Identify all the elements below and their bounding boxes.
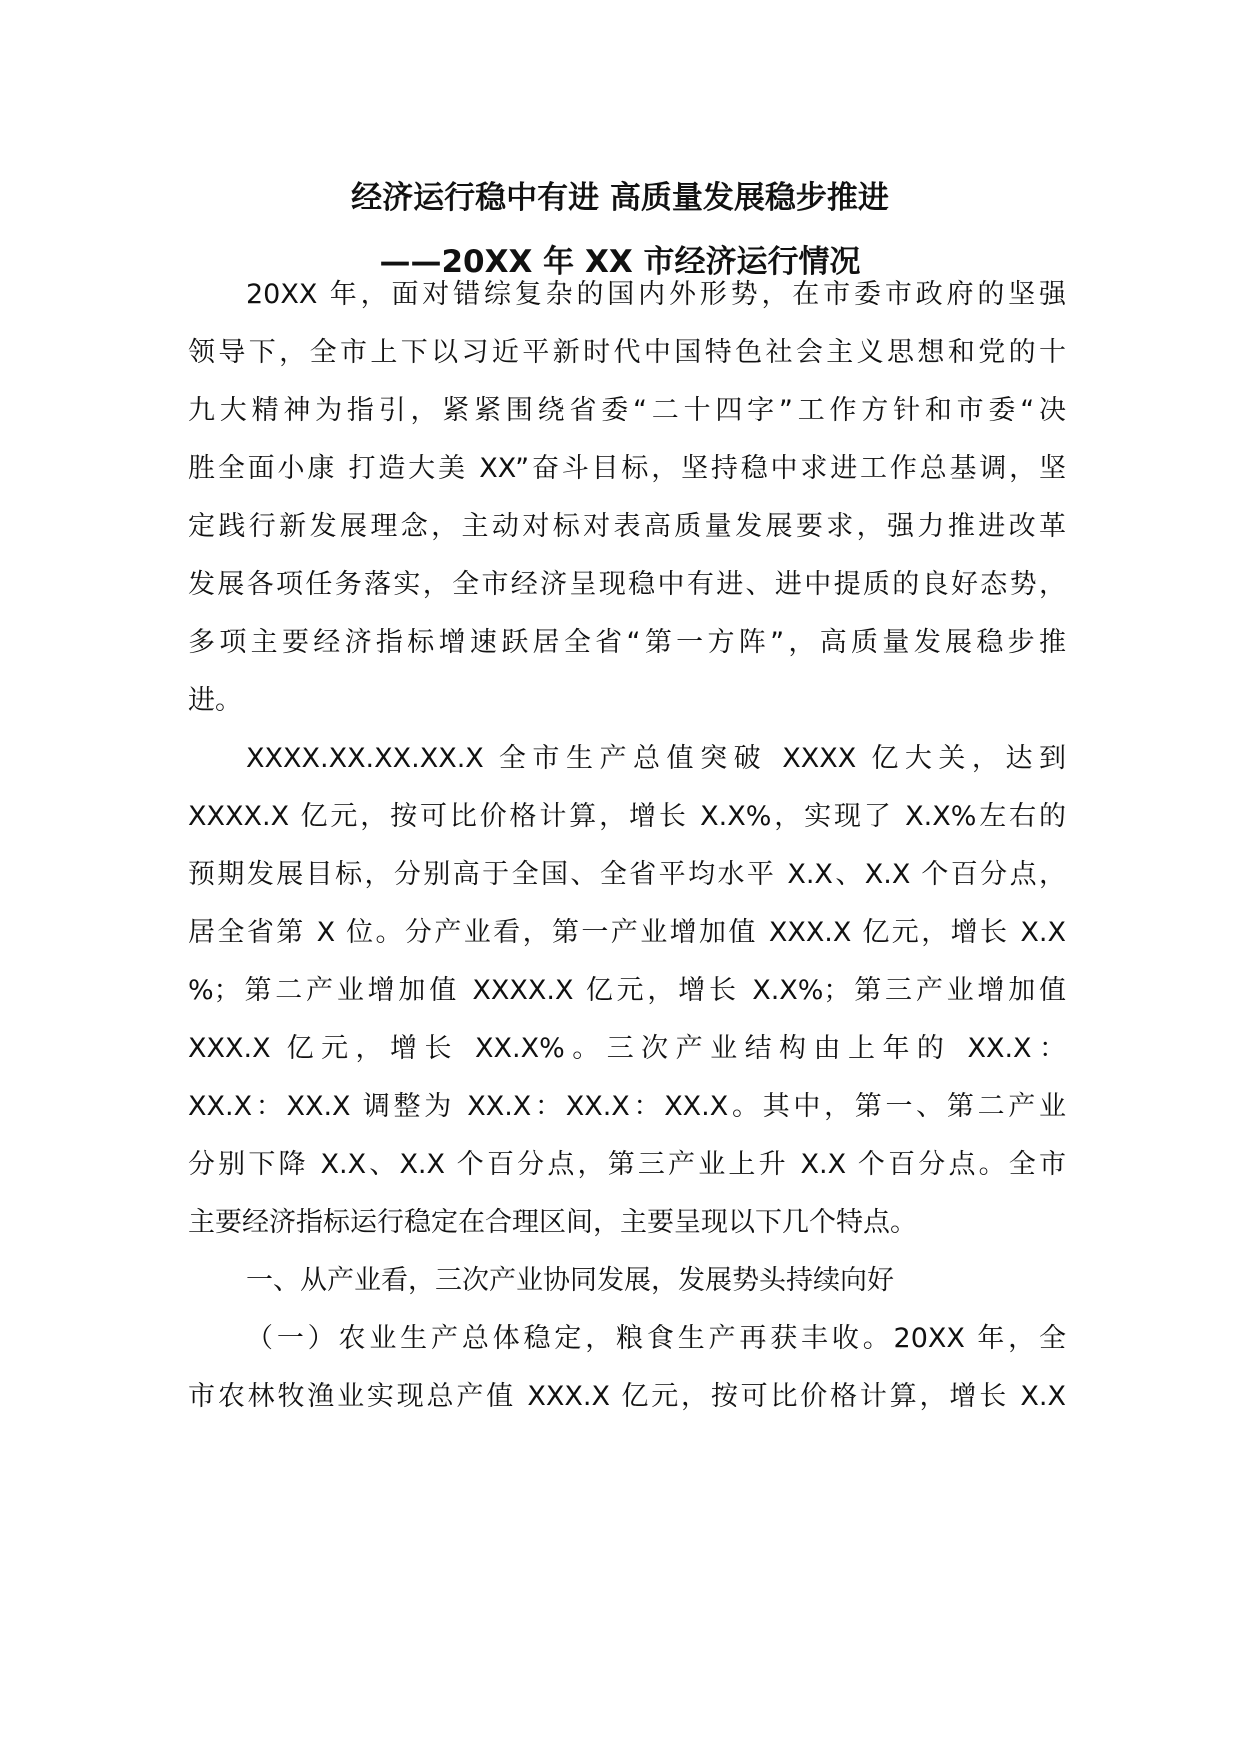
paragraph-line: 定践行新发展理念，主动对标对表高质量发展要求，强力推进改革 xyxy=(188,511,1066,542)
paragraph-line: 分别下降 X.X、X.X 个百分点，第三产业上升 X.X 个百分点。全市 xyxy=(188,1149,1066,1180)
paragraph-line: 市农林牧渔业实现总产值 XXX.X 亿元，按可比价格计算，增长 X.X xyxy=(188,1381,1066,1412)
paragraph-line: 20XX 年，面对错综复杂的国内外形势，在市委市政府的坚强 xyxy=(246,279,1066,310)
paragraph-line: %；第二产业增加值 XXXX.X 亿元，增长 X.X%；第三产业增加值 xyxy=(188,975,1066,1006)
paragraph-line: XXXX.XX.XX.XX.X 全市生产总值突破 XXXX 亿大关，达到 xyxy=(246,743,1066,774)
paragraph-line: 发展各项任务落实，全市经济呈现稳中有进、进中提质的良好态势， xyxy=(188,569,1066,600)
paragraph-line: 主要经济指标运行稳定在合理区间，主要呈现以下几个特点。 xyxy=(188,1207,917,1238)
paragraph-line: 多项主要经济指标增速跃居全省“第一方阵”，高质量发展稳步推 xyxy=(188,627,1066,658)
paragraph-line: 进。 xyxy=(188,685,242,716)
document-subtitle: ——20XX 年 XX 市经济运行情况 xyxy=(379,244,861,280)
paragraph-line: XXX.X 亿元，增长 XX.X%。三次产业结构由上年的 XX.X： xyxy=(188,1033,1066,1064)
document-title: 经济运行稳中有进 高质量发展稳步推进 xyxy=(351,180,889,216)
section-heading: 一、从产业看，三次产业协同发展，发展势头持续向好 xyxy=(246,1265,894,1296)
paragraph-line: 胜全面小康 打造大美 XX”奋斗目标，坚持稳中求进工作总基调，坚 xyxy=(188,453,1066,484)
paragraph-line: XXXX.X 亿元，按可比价格计算，增长 X.X%，实现了 X.X%左右的 xyxy=(188,801,1066,832)
paragraph-line: XX.X：XX.X 调整为 XX.X：XX.X：XX.X。其中，第一、第二产业 xyxy=(188,1091,1066,1122)
paragraph-line: 居全省第 X 位。分产业看，第一产业增加值 XXX.X 亿元，增长 X.X xyxy=(188,917,1066,948)
paragraph-line: （一）农业生产总体稳定，粮食生产再获丰收。20XX 年，全 xyxy=(246,1323,1066,1354)
paragraph-line: 领导下，全市上下以习近平新时代中国特色社会主义思想和党的十 xyxy=(188,337,1066,368)
paragraph-line: 预期发展目标，分别高于全国、全省平均水平 X.X、X.X 个百分点， xyxy=(188,859,1066,890)
paragraph-line: 九大精神为指引，紧紧围绕省委“二十四字”工作方针和市委“决 xyxy=(188,395,1066,426)
